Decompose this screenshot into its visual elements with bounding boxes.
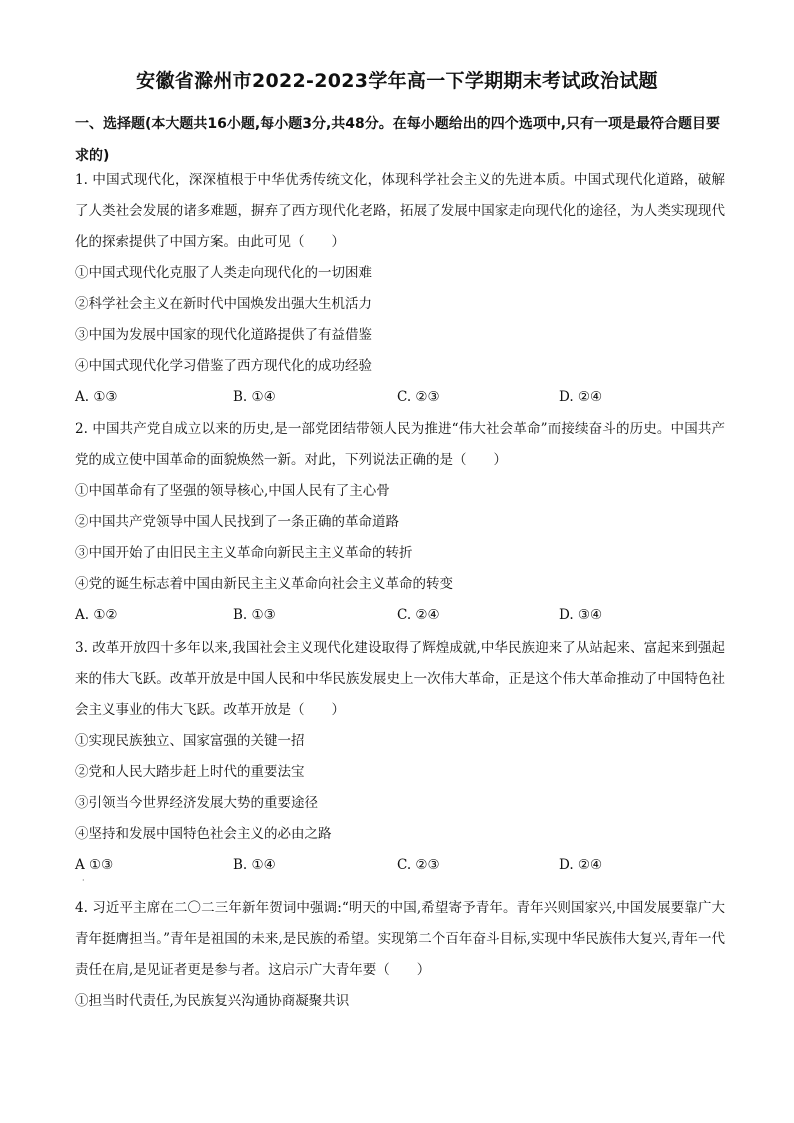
statement: ①中国革命有了坚强的领导核心,中国人民有了主心骨 — [75, 483, 390, 499]
section-heading: 一、选择题(本大题共16小题,每小题3分,共48分。在每小题给出的四个选项中,只有一项是最符合题目要求的) — [75, 116, 721, 164]
statement: ①中国式现代化克服了人类走向现代化的一切困难 — [75, 265, 372, 281]
choice-b: B. ①④ — [233, 857, 276, 873]
statement: ②党和人民大踏步赶上时代的重要法宝 — [75, 764, 305, 780]
statement: ③引领当今世界经济发展大势的重要途径 — [75, 795, 318, 811]
choice-row — [75, 382, 725, 413]
question-2 — [75, 414, 725, 631]
choice-row — [75, 600, 725, 631]
choice-c: C. ②④ — [397, 607, 440, 623]
statement: ①担当时代责任,为民族复兴沟通协商凝聚共识 — [75, 993, 350, 1009]
statement: ④中国式现代化学习借鉴了西方现代化的成功经验 — [75, 358, 372, 374]
question-stem: 4. 习近平主席在二〇二三年新年贺词中强调:“明天的中国,希望寄予青年。青年兴则国家兴,中国发展要靠广大青年挺膺担当。”青年是祖国的未来,是民族的希望。实现第二个百年奋斗目标,实现中华民族伟大复兴,青年一代责任在肩,是见证者更是参与者。这启示广大青年要（ ） — [75, 900, 725, 978]
choice-d: D. ②④ — [559, 389, 603, 405]
statement: ④党的诞生标志着中国由新民主主义革命向社会主义革命的转变 — [75, 576, 453, 592]
statement: ④坚持和发展中国特色社会主义的必由之路 — [75, 826, 332, 842]
exam-title: 安徽省滁州市2022-2023学年高一下学期期末考试政治试题 — [136, 70, 658, 92]
choice-c: C. ②③ — [397, 389, 440, 405]
choice-a: A. ①③ — [75, 389, 118, 405]
choice-a: A ①③ — [75, 857, 114, 873]
question-4 — [75, 893, 725, 1017]
choice-row — [75, 850, 725, 881]
statement: ①实现民族独立、国家富强的关键一招 — [75, 733, 305, 749]
statement: ②科学社会主义在新时代中国焕发出强大生机活力 — [75, 296, 372, 312]
choice-d: D. ③④ — [559, 607, 603, 623]
question-3 — [75, 633, 725, 881]
choice-b: B. ①④ — [233, 389, 276, 405]
question-1 — [75, 165, 725, 413]
stray-mark: · — [82, 876, 85, 885]
choice-d: D. ②④ — [559, 857, 603, 873]
question-stem: 3. 改革开放四十多年以来,我国社会主义现代化建设取得了辉煌成就,中华民族迎来了从站起来、富起来到强起来的伟大飞跃。改革开放是中国人民和中华民族发展史上一次伟大革命，正是这个伟大革命推动了中国特色社会主义事业的伟大飞跃。改革开放是（ ） — [75, 640, 725, 718]
question-stem: 1. 中国式现代化，深深植根于中华优秀传统文化，体现科学社会主义的先进本质。中国式现代化道路，破解了人类社会发展的诸多难题，摒弃了西方现代化老路，拓展了发展中国家走向现代化的途径，为人类实现现代化的探索提供了中国方案。由此可见（ ） — [75, 172, 725, 250]
question-stem: 2. 中国共产党自成立以来的历史,是一部党团结带领人民为推进“伟大社会革命”而接续奋斗的历史。中国共产党的成立使中国革命的面貌焕然一新。对此，下列说法正确的是（ ） — [75, 421, 725, 468]
statement: ②中国共产党领导中国人民找到了一条正确的革命道路 — [75, 514, 399, 530]
choice-a: A. ①② — [75, 607, 118, 623]
statement: ③中国为发展中国家的现代化道路提供了有益借鉴 — [75, 327, 372, 343]
statement: ③中国开始了由旧民主主义革命向新民主主义革命的转折 — [75, 545, 413, 561]
choice-c: C. ②③ — [397, 857, 440, 873]
choice-b: B. ①③ — [233, 607, 276, 623]
